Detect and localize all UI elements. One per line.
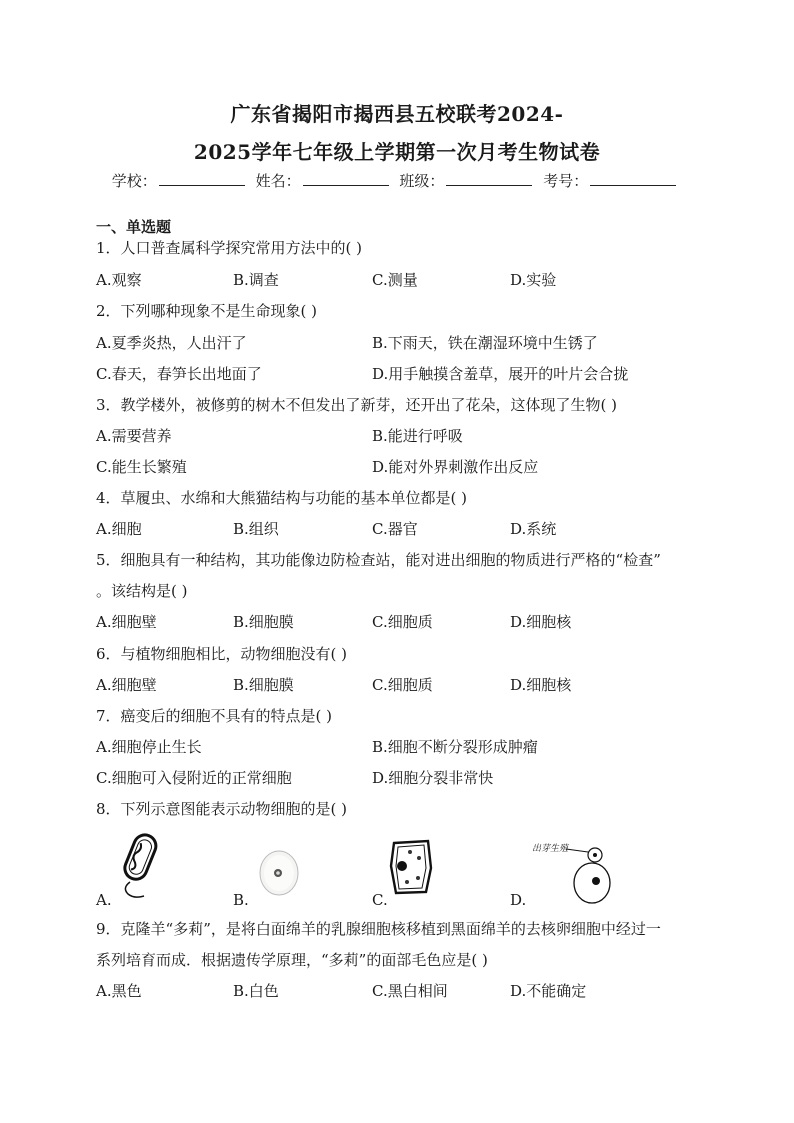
q1-option-b: B.调查	[233, 271, 279, 289]
q5-option-d: D.细胞核	[510, 613, 572, 631]
question-5-stem-cont: 。该结构是( )	[96, 582, 188, 600]
q4-option-a: A.细胞	[96, 520, 142, 538]
q7-option-c: C.细胞可入侵附近的正常细胞	[96, 769, 292, 787]
q3-option-d: D.能对外界刺激作出反应	[372, 458, 539, 476]
school-label: 学校：	[111, 172, 157, 190]
student-info-row	[0, 170, 794, 191]
q1-option-c: C.测量	[372, 271, 418, 289]
q7-option-a: A.细胞停止生长	[96, 738, 202, 756]
budding-caption: 出芽生殖	[532, 844, 569, 854]
q4-option-d: D.系统	[510, 520, 557, 538]
question-6-stem: 6．与植物细胞相比，动物细胞没有( )	[96, 645, 348, 663]
question-3-stem: 3．教学楼外，被修剪的树木不但发出了新芽，还开出了花朵，这体现了生物( )	[96, 396, 618, 414]
animal-cell-figure	[257, 848, 301, 898]
question-8-stem: 8．下列示意图能表示动物细胞的是( )	[96, 800, 348, 818]
q6-option-b: B.细胞膜	[233, 676, 294, 694]
q4-option-b: B.组织	[233, 520, 279, 538]
q3-option-b: B.能进行呼吸	[372, 427, 463, 445]
q8-option-a: A.	[96, 891, 112, 909]
q7-option-b: B.细胞不断分裂形成肿瘤	[372, 738, 538, 756]
q2-option-c: C.春天，春笋长出地面了	[96, 365, 262, 383]
section-heading: 一、单选题	[96, 218, 172, 236]
question-9-stem-cont: 系列培育而成．根据遗传学原理，“多莉”的面部毛色应是( )	[96, 951, 488, 969]
q3-option-c: C.能生长繁殖	[96, 458, 187, 476]
yeast-figure	[566, 843, 616, 905]
question-7-stem: 7．癌变后的细胞不具有的特点是( )	[96, 707, 333, 725]
exam-number-label: 考号：	[543, 172, 589, 190]
name-blank	[303, 171, 389, 186]
question-1-stem: 1．人口普查属科学探究常用方法中的( )	[96, 239, 363, 257]
q4-option-c: C.器官	[372, 520, 418, 538]
school-blank	[159, 171, 245, 186]
q1-option-a: A.观察	[96, 271, 142, 289]
q8-option-c: C.	[372, 891, 388, 909]
q8-option-b: B.	[233, 891, 249, 909]
q6-option-a: A.细胞壁	[96, 676, 157, 694]
q9-option-a: A.黑色	[96, 982, 142, 1000]
question-5-stem: 5．细胞具有一种结构，其功能像边防检查站，能对进出细胞的物质进行严格的“检查”	[96, 551, 661, 569]
q8-option-d: D.	[510, 891, 527, 909]
class-label: 班级：	[399, 172, 445, 190]
question-4-stem: 4．草履虫、水绵和大熊猫结构与功能的基本单位都是( )	[96, 489, 468, 507]
q2-option-a: A.夏季炎热，人出汗了	[96, 334, 247, 352]
q5-option-b: B.细胞膜	[233, 613, 294, 631]
q2-option-d: D.用手触摸含羞草，展开的叶片会合拢	[372, 365, 629, 383]
exam-title-line2: 2025学年七年级上学期第一次月考生物试卷	[193, 140, 601, 164]
exam-title-line1: 广东省揭阳市揭西县五校联考2024-	[230, 102, 564, 126]
q6-option-d: D.细胞核	[510, 676, 572, 694]
q3-option-a: A.需要营养	[96, 427, 172, 445]
class-blank	[446, 171, 532, 186]
q1-option-d: D.实验	[510, 271, 557, 289]
q5-option-a: A.细胞壁	[96, 613, 157, 631]
q7-option-d: D.细胞分裂非常快	[372, 769, 494, 787]
q6-option-c: C.细胞质	[372, 676, 433, 694]
question-2-stem: 2．下列哪种现象不是生命现象( )	[96, 302, 318, 320]
question-9-stem: 9．克隆羊“多莉”，是将白面绵羊的乳腺细胞核移植到黑面绵羊的去核卵细胞中经过一	[96, 920, 661, 938]
q5-option-c: C.细胞质	[372, 613, 433, 631]
q2-option-b: B.下雨天，铁在潮湿环境中生锈了	[372, 334, 598, 352]
exam-number-blank	[590, 171, 676, 186]
name-label: 姓名：	[255, 172, 301, 190]
q9-option-c: C.黑白相间	[372, 982, 448, 1000]
bacterium-figure	[112, 830, 164, 900]
plant-cell-figure	[388, 838, 434, 896]
q9-option-b: B.白色	[233, 982, 279, 1000]
q9-option-d: D.不能确定	[510, 982, 587, 1000]
